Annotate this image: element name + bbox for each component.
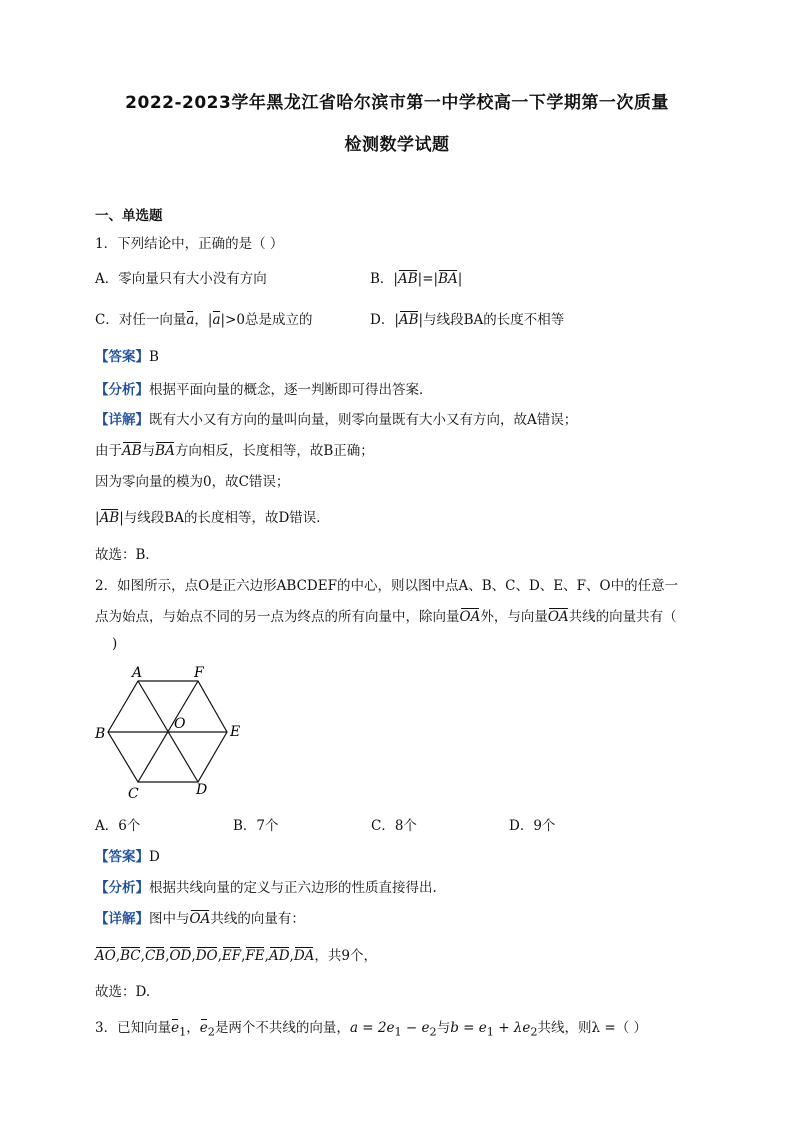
q2-option-d: D．9个	[509, 818, 556, 834]
vector-item: DO	[195, 948, 218, 964]
label-c: C	[128, 786, 139, 802]
q1-option-d: D．|AB|与线段BA的长度不相等	[370, 312, 565, 328]
q2-option-a: A．6个	[95, 818, 141, 834]
q2-option-b: B．7个	[233, 818, 279, 834]
q1-option-c: C．对任一向量a，|a|>0总是成立的	[95, 312, 313, 328]
vector-item: EF	[221, 948, 242, 964]
vector-item: AO	[95, 948, 116, 964]
q2-option-c: C．8个	[371, 818, 417, 834]
q1-detail-4: |AB|与线段BA的长度相等，故D错误．	[95, 510, 330, 526]
q1-option-a: A．零向量只有大小没有方向	[95, 271, 267, 287]
q2-choose: 故选：D.	[95, 984, 151, 1000]
label-b: B	[95, 726, 106, 742]
q2-answer: 【答案】D	[95, 849, 160, 865]
document-title-line1: 2022-2023学年黑龙江省哈尔滨市第一中学校高一下学期第一次质量	[125, 93, 669, 113]
label-a: A	[132, 665, 143, 681]
vector-item: OD	[169, 948, 192, 964]
document-title-line2: 检测数学试题	[344, 135, 450, 155]
vector-item: FE	[245, 948, 265, 964]
q1-detail-2: 由于AB与BA方向相反，长度相等，故B正确；	[95, 443, 374, 459]
q2-stem-line1: 2．如图所示，点O是正六边形ABCDEF的中心，则以图中点A、B、C、D、E、F、O中的任意一	[95, 578, 679, 594]
q2-vector-list: AO,BC,CB,OD,DO,EF,FE,AD,DA，共9个，	[95, 948, 377, 964]
q2-analysis: 【分析】根据共线向量的定义与正六边形的性质直接得出.	[95, 880, 437, 896]
vector-item: BC	[120, 948, 141, 964]
q2-stem-line2: 点为始点，与始点不同的另一点为终点的所有向量中，除向量OA外，与向量OA共线的向量共有（	[95, 609, 677, 625]
vector-item: DA	[293, 948, 315, 964]
vector-a: a	[186, 312, 195, 328]
q2-stem-line3: )	[112, 636, 118, 652]
vector-ab: AB	[398, 312, 419, 328]
vector-ba: BA	[438, 271, 458, 287]
q1-analysis: 【分析】根据平面向量的概念，逐一判断即可得出答案．	[95, 382, 433, 398]
q1-answer: 【答案】B	[95, 349, 159, 365]
hexagon-figure	[88, 660, 258, 805]
vector-item: CB	[144, 948, 166, 964]
q1-detail-3: 因为零向量的模为0，故C错误；	[95, 474, 290, 490]
label-d: D	[196, 782, 208, 798]
section-heading: 一、单选题	[95, 208, 163, 224]
vector-item: AD	[268, 948, 290, 964]
q3-stem: 3．已知向量$e_1$，$e_2$是两个不共线的向量，$a = 2e_1 - e_2$与$b = e_1 + \lambda e_2$共线，则λ =（ ）	[95, 1020, 647, 1039]
label-f: F	[194, 665, 204, 681]
label-e: E	[230, 724, 241, 740]
vector-a-abs: a	[212, 312, 221, 328]
vector-ab: AB	[397, 271, 418, 287]
q2-detail-1: 【详解】图中与OA共线的向量有：	[95, 911, 305, 927]
q1-stem: 1．下列结论中，正确的是（ ）	[95, 236, 284, 252]
q1-option-b: B．|AB|=|BA|	[370, 271, 463, 287]
q1-detail-1: 【详解】既有大小又有方向的量叫向量，则零向量既有大小又有方向，故A错误；	[95, 412, 578, 428]
label-o: O	[174, 716, 186, 732]
q1-choose: 故选：B．	[95, 547, 159, 563]
